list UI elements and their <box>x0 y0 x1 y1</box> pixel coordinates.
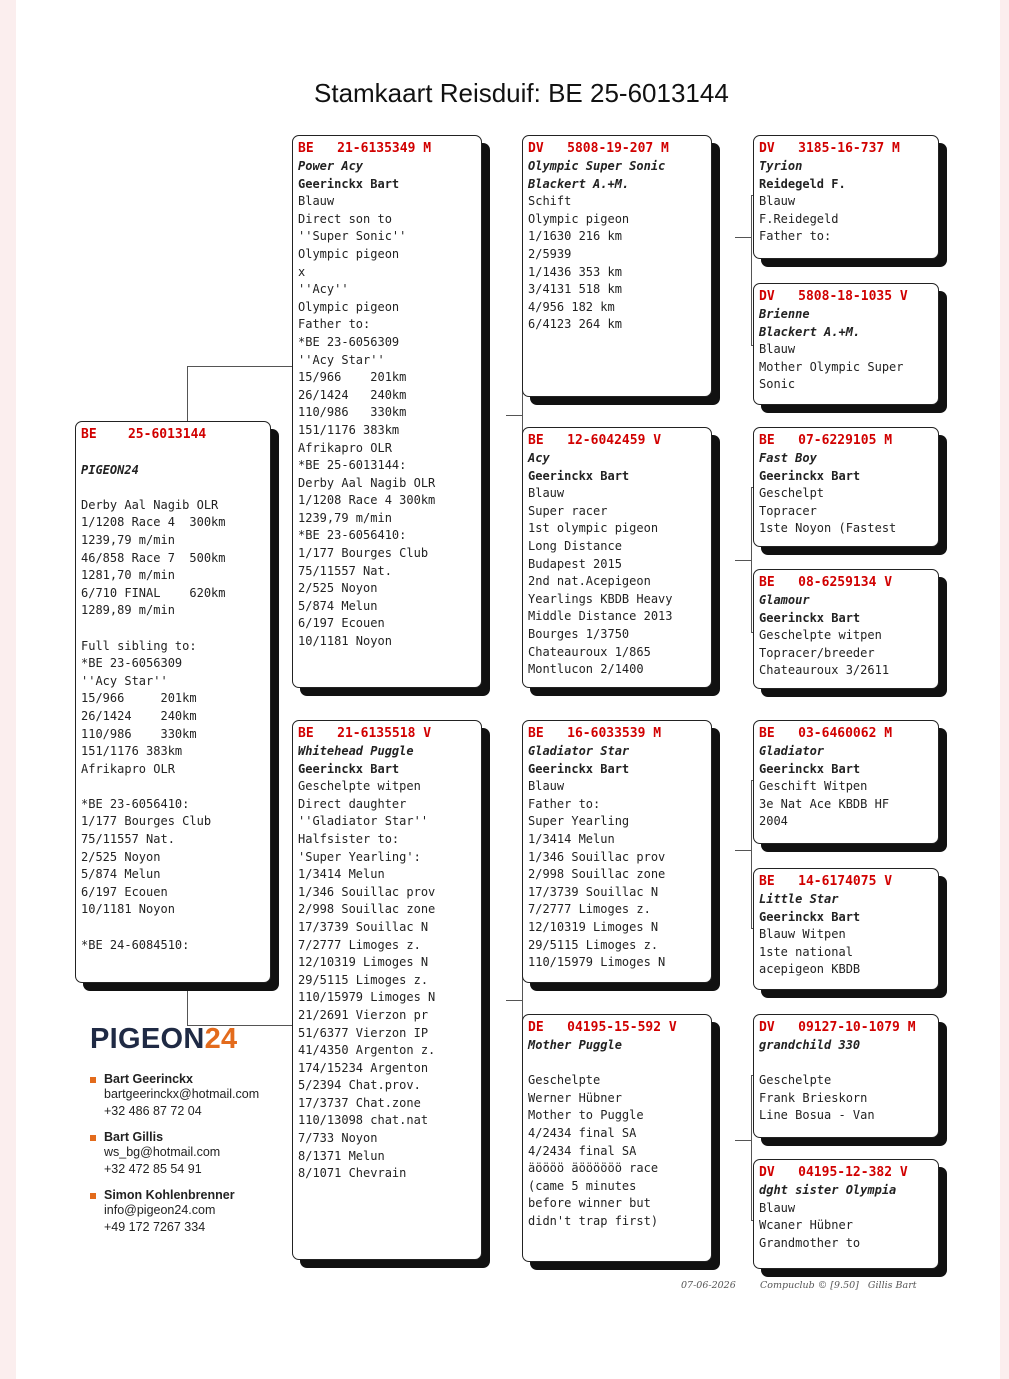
info-line: 26/1424 240km <box>81 708 197 723</box>
info-line: *BE 24-6084510: <box>81 937 190 952</box>
pigeon-name-line: Mother Puggle <box>528 1038 622 1052</box>
info-line: 1/177 Bourges Club <box>298 546 429 561</box>
info-line: 2/998 Souillac zone <box>528 867 666 882</box>
info-line: Frank Brieskorn <box>759 1090 868 1105</box>
pedigree-sheet <box>16 0 1000 1379</box>
connector-line <box>735 850 751 851</box>
info-line: ''Acy Star'' <box>81 673 168 688</box>
info-line: 1st olympic pigeon <box>528 521 659 536</box>
ring-number: BE 21-6135349 M <box>298 141 432 156</box>
contact-phone[interactable]: +32 472 85 54 91 <box>104 1162 202 1176</box>
pigeon-name-line: Gladiator <box>759 744 825 758</box>
info-line: before winner but <box>528 1196 651 1211</box>
info-line: Olympic pigeon <box>298 246 400 261</box>
info-line: didn't trap first) <box>528 1213 659 1228</box>
pedigree-card-sire-dam[interactable] <box>522 427 712 688</box>
info-line: 2004 <box>759 814 788 829</box>
info-line: 75/11557 Nat. <box>81 832 175 847</box>
info-line: Topracer/breeder <box>759 645 875 660</box>
info-line: 1ste Noyon (Fastest <box>759 521 897 536</box>
info-line: Halfsister to: <box>298 831 400 846</box>
brand-part2: 24 <box>204 1023 238 1055</box>
info-line <box>81 620 265 638</box>
info-line: 1/1630 216 km <box>528 229 622 244</box>
pedigree-card-dam-sire[interactable] <box>522 720 712 983</box>
ring-number: BE 16-6033539 M <box>528 726 662 741</box>
info-line: Line Bosua - Van <box>759 1108 875 1123</box>
info-line: 10/1181 Noyon <box>81 902 175 917</box>
contact-name: Simon Kohlenbrenner <box>104 1188 235 1202</box>
info-line: 1289,89 m/min <box>81 603 175 618</box>
card-body <box>759 592 933 680</box>
breeder-line: Geerinckx Bart <box>298 761 400 776</box>
pedigree-card-dds[interactable] <box>753 1014 939 1138</box>
info-line: Werner Hübner <box>528 1090 622 1105</box>
info-line: 15/966 201km <box>298 370 407 385</box>
info-line: 1239,79 m/min <box>298 510 392 525</box>
info-line: Topracer <box>759 503 817 518</box>
pigeon-name-line: Olympic Super Sonic <box>528 159 666 173</box>
info-line: x <box>298 264 306 279</box>
info-line: acepigeon KBDB <box>759 962 861 977</box>
info-line: 2/5939 <box>528 246 572 261</box>
connector-line <box>751 780 752 928</box>
info-line: 5/2394 Chat.prov. <box>298 1078 421 1093</box>
pedigree-card-father[interactable] <box>292 135 482 688</box>
pigeon-name-line: Blackert A.+M. <box>528 176 630 191</box>
info-line: Blauw <box>759 194 796 209</box>
info-line: Derby Aal Nagib OLR <box>81 497 219 512</box>
card-body <box>528 743 706 972</box>
breeder-line: Geerinckx Bart <box>759 468 861 483</box>
info-line: Blauw <box>528 779 565 794</box>
pedigree-card-ddd[interactable] <box>753 1159 939 1269</box>
footer-software: Compuclub © [9.50] Gillis Bart <box>760 1280 917 1291</box>
connector-line <box>735 560 751 561</box>
pigeon-name-line: Brienne <box>759 307 810 321</box>
ring-number: BE 25-6013144 <box>81 427 207 442</box>
bullet-icon <box>90 1193 96 1199</box>
info-line: 29/5115 Limoges z. <box>298 972 429 987</box>
info-line: 2/525 Noyon <box>298 581 378 596</box>
info-line: 6/197 Ecouen <box>298 616 385 631</box>
info-line: ''Acy'' <box>298 282 349 297</box>
info-line: 3e Nat Ace KBDB HF <box>759 796 890 811</box>
info-line: Olympic pigeon <box>298 299 400 314</box>
info-line: 17/3737 Chat.zone <box>298 1095 421 1110</box>
info-line: Super Yearling <box>528 814 630 829</box>
pigeon-name-line: PIGEON24 <box>81 462 139 477</box>
info-line: 7/733 Noyon <box>298 1131 378 1146</box>
info-line: Blauw <box>528 486 565 501</box>
info-line: (came 5 minutes <box>528 1178 637 1193</box>
ring-number: BE 08-6259134 V <box>759 575 893 590</box>
ring-number: DV 5808-19-207 M <box>528 141 669 156</box>
info-line: Direct son to <box>298 211 392 226</box>
ring-number: BE 12-6042459 V <box>528 433 662 448</box>
info-line: 7/2777 Limoges z. <box>298 937 421 952</box>
info-line: Father to: <box>528 796 601 811</box>
info-line: 1/3414 Melun <box>298 867 385 882</box>
info-line: 110/15979 Limoges N <box>528 955 666 970</box>
card-body <box>759 450 933 538</box>
info-line: 41/4350 Argenton z. <box>298 1043 436 1058</box>
info-line: Blauw <box>298 194 335 209</box>
connector-line <box>735 237 751 238</box>
info-line: ''Super Sonic'' <box>298 229 407 244</box>
card-body <box>298 743 476 1183</box>
info-line: Blauw <box>759 1200 796 1215</box>
info-line: Afrikapro OLR <box>298 440 392 455</box>
info-line: Afrikapro OLR <box>81 761 175 776</box>
contact-email[interactable]: bartgeerinckx@hotmail.com <box>104 1087 260 1101</box>
pedigree-card-sire-sire[interactable] <box>522 135 712 397</box>
connector-line <box>751 195 752 345</box>
info-line: Olympic pigeon <box>528 211 630 226</box>
info-line: 2/525 Noyon <box>81 849 161 864</box>
info-line: 21/2691 Vierzon pr <box>298 1007 429 1022</box>
info-line: Full sibling to: <box>81 638 197 653</box>
info-line: Mother Olympic Super <box>759 359 904 374</box>
info-line: 3/4131 518 km <box>528 282 622 297</box>
connector-line <box>187 366 188 422</box>
info-line: Chateauroux 3/2611 <box>759 663 890 678</box>
info-line: Blauw Witpen <box>759 927 846 942</box>
card-body <box>759 891 933 979</box>
info-line: 4/2434 final SA <box>528 1143 637 1158</box>
contact-block <box>90 1072 259 1120</box>
info-line: *BE 23-6056410: <box>81 796 190 811</box>
info-line: Chateauroux 1/865 <box>528 644 651 659</box>
info-line: 1/1208 Race 4 300km <box>81 515 226 530</box>
info-line: *BE 25-6013144: <box>298 458 407 473</box>
brand-logo <box>90 1023 237 1056</box>
connector-line <box>735 1140 751 1141</box>
card-body <box>298 158 476 651</box>
info-line: 1/1208 Race 4 300km <box>298 493 436 508</box>
info-line: Bourges 1/3750 <box>528 626 630 641</box>
pedigree-card-sds[interactable] <box>753 427 939 547</box>
pigeon-name-line: Gladiator Star <box>528 744 630 758</box>
info-line: 8/1371 Melun <box>298 1148 385 1163</box>
info-line <box>81 479 265 497</box>
pigeon-name-line: Blackert A.+M. <box>759 324 861 339</box>
info-line: ''Acy Star'' <box>298 352 385 367</box>
info-line: 6/197 Ecouen <box>81 884 168 899</box>
info-line: *BE 23-6056309 <box>298 334 400 349</box>
info-line: 17/3739 Souillac N <box>528 884 659 899</box>
ring-number: BE 14-6174075 V <box>759 874 893 889</box>
contact-email[interactable]: info@pigeon24.com <box>104 1203 216 1217</box>
info-line: 15/966 201km <box>81 691 197 706</box>
info-line <box>81 778 265 796</box>
contact-phone[interactable]: +32 486 87 72 04 <box>104 1104 202 1118</box>
info-line: 174/15234 Argenton <box>298 1060 429 1075</box>
bullet-icon <box>90 1077 96 1083</box>
pedigree-card-mother[interactable] <box>292 720 482 1260</box>
info-line: 1/177 Bourges Club <box>81 814 212 829</box>
breeder-line: Geerinckx Bart <box>528 468 630 483</box>
info-line: 1/3414 Melun <box>528 831 615 846</box>
contact-block <box>90 1130 220 1178</box>
pigeon-name-line: Acy <box>528 451 550 465</box>
info-line: 2/998 Souillac zone <box>298 902 436 917</box>
card-body <box>759 1182 933 1252</box>
card-body <box>528 158 706 334</box>
info-line: Schift <box>528 194 572 209</box>
card-body <box>81 444 265 954</box>
card-body <box>759 306 933 394</box>
info-line: Mother to Puggle <box>528 1108 644 1123</box>
page-title: Stamkaart Reisduif: BE 25-6013144 <box>314 78 729 108</box>
info-line: *BE 23-6056410: <box>298 528 407 543</box>
info-line: 7/2777 Limoges z. <box>528 902 651 917</box>
info-line: Father to: <box>298 317 371 332</box>
info-line: *BE 23-6056309 <box>81 656 183 671</box>
pedigree-card-subject[interactable] <box>75 421 271 983</box>
card-body <box>759 158 933 246</box>
info-line: Long Distance <box>528 538 622 553</box>
connector-line <box>751 1075 752 1220</box>
pedigree-card-dss[interactable] <box>753 720 939 844</box>
pedigree-card-dam-dam[interactable] <box>522 1014 712 1262</box>
info-line: 1/346 Souillac prov <box>528 849 666 864</box>
info-line: 151/1176 383km <box>81 744 183 759</box>
breeder-line: Reidegeld F. <box>759 176 846 191</box>
ring-number: BE 07-6229105 M <box>759 433 893 448</box>
pigeon-name-line: Power Acy <box>298 159 364 173</box>
bullet-icon <box>90 1135 96 1141</box>
info-line: Yearlings KBDB Heavy <box>528 591 673 606</box>
info-line: 1281,70 m/min <box>81 568 175 583</box>
connector-line <box>506 1000 522 1001</box>
pigeon-name-line: Glamour <box>759 593 810 607</box>
connector-line <box>187 366 308 367</box>
info-line: 2nd nat.Acepigeon <box>528 574 651 589</box>
info-line: 1/346 Souillac prov <box>298 884 436 899</box>
info-line: 151/1176 383km <box>298 422 400 437</box>
info-line: 75/11557 Nat. <box>298 563 392 578</box>
breeder-line: Geerinckx Bart <box>759 610 861 625</box>
brand-part1: PIGEON <box>90 1023 205 1055</box>
pigeon-name-line: Tyrion <box>759 159 803 173</box>
info-line: Montlucon 2/1400 <box>528 662 644 677</box>
contact-phone[interactable]: +49 172 7267 334 <box>104 1220 206 1234</box>
footer-date: 07-06-2026 <box>681 1280 736 1291</box>
contact-name: Bart Geerinckx <box>104 1072 193 1086</box>
info-line: Geschift Witpen <box>759 779 868 794</box>
info-line: 110/15979 Limoges N <box>298 990 436 1005</box>
pigeon-name-line: grandchild 330 <box>759 1038 861 1052</box>
ring-number: DV 3185-16-737 M <box>759 141 900 156</box>
contact-name: Bart Gillis <box>104 1130 164 1144</box>
info-line: Direct daughter <box>298 796 407 811</box>
connector-line <box>751 487 752 632</box>
info-line: 10/1181 Noyon <box>298 634 392 649</box>
info-line: Geschelpte witpen <box>298 779 421 794</box>
info-line: Derby Aal Nagib OLR <box>298 475 436 490</box>
breeder-line: Geerinckx Bart <box>759 761 861 776</box>
info-line: Blauw <box>759 342 796 357</box>
info-line: Sonic <box>759 377 796 392</box>
info-line: 6/710 FINAL 620km <box>81 585 226 600</box>
connector-line <box>187 983 188 1025</box>
info-line <box>81 919 265 937</box>
info-line: F.Reidegeld <box>759 211 839 226</box>
info-line: 6/4123 264 km <box>528 317 622 332</box>
info-line: 5/874 Melun <box>81 867 161 882</box>
pigeon-name-line: Fast Boy <box>759 451 817 465</box>
info-line: 29/5115 Limoges z. <box>528 937 659 952</box>
ring-number: BE 03-6460062 M <box>759 726 893 741</box>
info-line: 4/956 182 km <box>528 299 615 314</box>
info-line: 12/10319 Limoges N <box>298 955 429 970</box>
ring-number: DE 04195-15-592 V <box>528 1020 677 1035</box>
info-line: 1ste national <box>759 944 853 959</box>
info-line: 110/986 330km <box>81 726 197 741</box>
ring-number: DV 04195-12-382 V <box>759 1165 908 1180</box>
info-line: 5/874 Melun <box>298 598 378 613</box>
info-line: 12/10319 Limoges N <box>528 919 659 934</box>
info-line: äöööö äöööööö race <box>528 1161 659 1176</box>
ring-number: DV 09127-10-1079 M <box>759 1020 916 1035</box>
ring-number: BE 21-6135518 V <box>298 726 432 741</box>
card-body <box>528 1037 706 1231</box>
info-line: Wcaner Hübner <box>759 1218 853 1233</box>
info-line <box>81 444 265 462</box>
info-line: 1/1436 353 km <box>528 264 622 279</box>
info-line: 110/986 330km <box>298 405 407 420</box>
pedigree-card-sss[interactable] <box>753 135 939 259</box>
info-line: 8/1071 Chevrain <box>298 1166 407 1181</box>
info-line: 26/1424 240km <box>298 387 407 402</box>
info-line: Super racer <box>528 503 608 518</box>
pigeon-name-line: Whitehead Puggle <box>298 744 414 758</box>
info-line: 1239,79 m/min <box>81 532 175 547</box>
pedigree-card-sdd[interactable] <box>753 569 939 689</box>
info-line: Budapest 2015 <box>528 556 622 571</box>
connector-line <box>506 415 522 416</box>
pedigree-card-ssd[interactable] <box>753 283 939 405</box>
info-line: Geschelpt <box>759 486 825 501</box>
info-line: 4/2434 final SA <box>528 1125 637 1140</box>
breeder-line: Geerinckx Bart <box>298 176 400 191</box>
info-line: Geschelpte <box>528 1073 601 1088</box>
card-body <box>528 450 706 679</box>
ring-number: DV 5808-18-1035 V <box>759 289 908 304</box>
info-line: 51/6377 Vierzon IP <box>298 1025 429 1040</box>
pigeon-name-line: dght sister Olympia <box>759 1183 897 1197</box>
info-line: Grandmother to <box>759 1235 861 1250</box>
info-line: Geschelpte witpen <box>759 628 882 643</box>
info-line: 110/13098 chat.nat <box>298 1113 429 1128</box>
contact-block <box>90 1188 235 1236</box>
breeder-line: Geerinckx Bart <box>528 761 630 776</box>
pigeon-name-line: Little Star <box>759 892 839 906</box>
info-line: 46/858 Race 7 500km <box>81 550 226 565</box>
breeder-line: Geerinckx Bart <box>759 909 861 924</box>
card-body <box>759 1037 933 1125</box>
info-line: 17/3739 Souillac N <box>298 919 429 934</box>
info-line: Father to: <box>759 229 832 244</box>
pedigree-card-dsd[interactable] <box>753 868 939 990</box>
info-line: Geschelpte <box>759 1073 832 1088</box>
card-body <box>759 743 933 831</box>
info-line: Middle Distance 2013 <box>528 609 673 624</box>
info-line: 'Super Yearling': <box>298 849 421 864</box>
info-line <box>759 1055 933 1073</box>
info-line <box>528 1055 706 1073</box>
contact-email[interactable]: ws_bg@hotmail.com <box>104 1145 221 1159</box>
info-line: ''Gladiator Star'' <box>298 814 429 829</box>
